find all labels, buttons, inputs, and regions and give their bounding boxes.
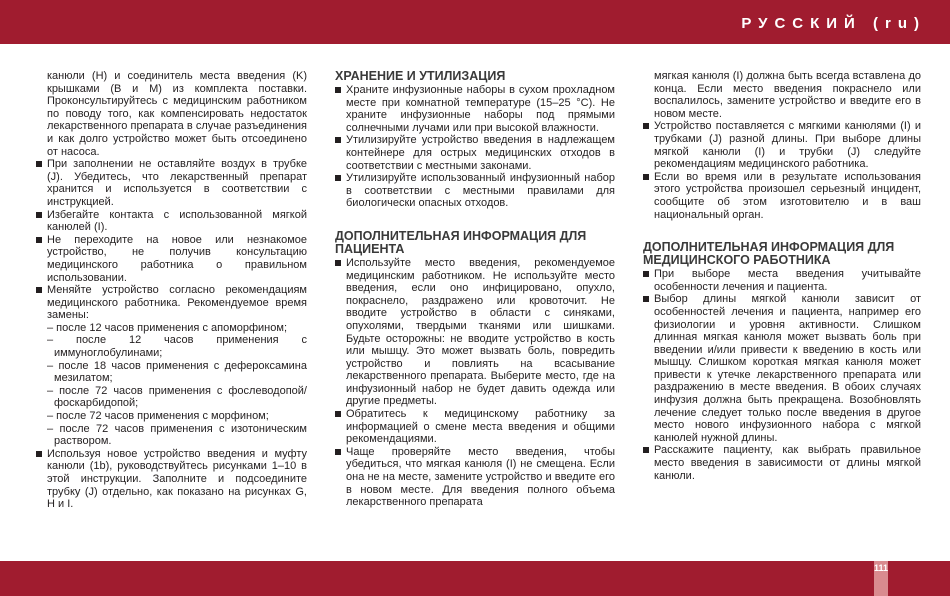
list-item: Храните инфузионные наборы в сухом прохладном месте при комнатной температуре (15–25 °C). Не храните инфузионные наборы под прямыми солнечными лучами или при высокой влажности. <box>335 84 615 134</box>
list-item: При заполнении не оставляйте воздух в трубке (J). Убедитесь, что лекарственный препарат хранится и используется в соответствии с инструкцией. <box>36 158 307 208</box>
list-item: При выборе места введения учитывайте особенности лечения и пациента. <box>643 268 921 293</box>
list-item: Обратитесь к медицинскому работнику за информацией о смене места введения и общими рекомендациями. <box>335 408 615 446</box>
section-heading-professional-info: ДОПОЛНИТЕЛЬНАЯ ИНФОРМАЦИЯ ДЛЯ МЕДИЦИНСКОГО РАБОТНИКА <box>643 240 895 268</box>
page-number: 111 <box>874 561 888 596</box>
column-middle <box>335 70 615 509</box>
continued-paragraph: мягкая канюля (I) должна быть всегда вставлена до конца. Если место введения покраснело или воспалилось, замените устройство и введите его в новом месте. <box>654 70 921 120</box>
list-item: Избегайте контакта с использованной мягкой канюлей (I). <box>36 209 307 234</box>
list-item: Устройство поставляется с мягкими канюлями (I) и трубками (J) разной длины. При выборе длины мягкой канюли (I) и трубки (J) следуйте рекомендациям медицинского работника. <box>643 120 921 170</box>
list-item-text: Меняйте устройство согласно рекомендациям медицинского работника. Рекомендуемое время замены: <box>47 284 307 322</box>
column-left <box>36 70 307 511</box>
section-heading-patient-info: ДОПОЛНИТЕЛЬНАЯ ИНФОРМАЦИЯ ДЛЯ ПАЦИЕНТА <box>335 228 587 256</box>
dash-item: – после 72 часов применения с морфином; <box>47 410 269 423</box>
list-item: Если во время или в результате использования этого устройства произошел серьезный инцидент, сообщите об этом изготовителю и в ваш национальный орган. <box>643 171 921 221</box>
list-item: Чаще проверяйте место введения, чтобы убедиться, что мягкая канюля (I) не смещена. Если она не на месте, замените устройство и введите его в новом месте. Для введения полного объема лекарственного препарата <box>335 446 615 509</box>
header-bar <box>0 0 950 44</box>
footer-bar <box>0 561 950 596</box>
bullet-list <box>335 84 615 210</box>
continued-paragraph: канюли (H) и соединитель места введения (K) крышками (B и M) из комплекта поставки. Проконсультируйтесь с медицинским работником по поводу того, как компенсировать недостаток лекарственного препарата в случае разъединения и как долго устройство может быть отсоединено от насоса. <box>47 70 307 158</box>
bullet-list <box>643 120 921 221</box>
language-label: РУССКИЙ (ru) <box>741 15 926 32</box>
replacement-time-list <box>47 322 307 448</box>
column-right <box>643 70 921 482</box>
list-item: Не переходите на новое или незнакомое устройство, не получив консультацию медицинского работника о правильном использовании. <box>36 234 307 284</box>
dash-item: – после 18 часов применения с дефероксамина мезилатом; <box>47 359 307 385</box>
dash-item: – после 12 часов применения с иммуноглобулинами; <box>47 334 307 360</box>
dash-item: – после 12 часов применения с апоморфином; <box>47 321 287 334</box>
bullet-list <box>36 158 307 511</box>
list-item: Используйте место введения, рекомендуемое медицинским работником. Не используйте место введения, если оно инфицировано, опухло, покраснело, раздражено или кровоточит. Не вводите устройство в области с синяками, опухолями, твердыми тканями или шишками. Будьте осторожны: не вводите устройство в кость или мышцу. Это может вызвать боль, повредить устройство и повлиять на всасывание лекарственного препарата. Выберите место, где на инфузионный набор не будет давить одежда или другие предметы. <box>335 257 615 408</box>
list-item: Утилизируйте устройство введения в надлежащем контейнере для острых медицинских отходов в соответствии с местными законами. <box>335 134 615 172</box>
list-item: Расскажите пациенту, как выбрать правильное место введения в зависимости от длины мягкой канюли. <box>643 444 921 482</box>
bullet-list <box>335 257 615 509</box>
list-item: Выбор длины мягкой канюли зависит от особенностей лечения и пациента, например его физиологии и уровня активности. Слишком длинная мягкая канюля может вызвать боль при введении и/или привести к введению в кость или мышцу. Слишком короткая мягкая канюля может привести к утечке лекарственного препарата или раздражению в месте введения. В обоих случаях инфузия должна быть прекращена. Возобновлять лечение следует только после введения в другое место нового инфузионного набора с мягкой канюлей нужной длины. <box>643 293 921 444</box>
dash-item: – после 72 часов применения с изотоническим раствором. <box>47 422 307 448</box>
list-item <box>36 284 307 448</box>
bullet-list <box>643 268 921 482</box>
dash-item: – после 72 часов применения с фослеводопой/фоскарбидопой; <box>47 384 307 410</box>
section-heading-storage: ХРАНЕНИЕ И УТИЛИЗАЦИЯ <box>335 69 506 83</box>
list-item: Используя новое устройство введения и муфту канюли (1b), руководствуйтесь рисунками 1–10 в этой инструкции. Заполните и подсоедините трубку (J) отдельно, как показано на рисунках G, H и I. <box>36 448 307 511</box>
list-item: Утилизируйте использованный инфузионный набор в соответствии с местными правилами для биологически опасных отходов. <box>335 172 615 210</box>
